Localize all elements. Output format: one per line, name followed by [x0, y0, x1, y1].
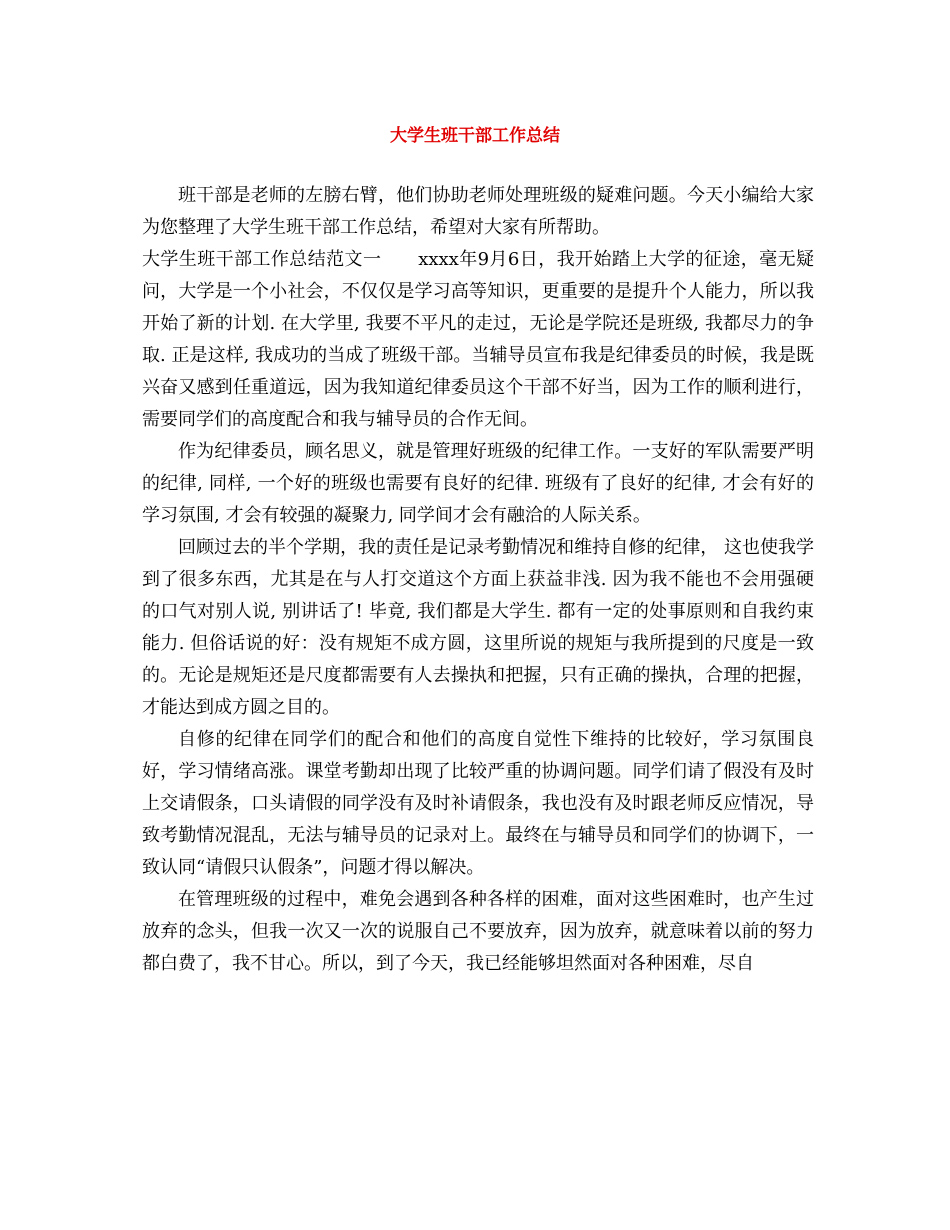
paragraph-attendance: 自修的纪律在同学们的配合和他们的高度自觉性下维持的比较好，学习氛围良好，学习情绪高涨。课堂考勤却出现了比较严重的协调问题。同学们请了假没有及时上交请假条，口头请假的同学没有及时补请假条，我也没有及时跟老师反应情况，导致考勤情况混乱，无法与辅导员的记录对上。最终在与辅导员和同学们的协调下，一致认同“请假只认假条”，问题才得以解决。: [142, 729, 814, 878]
paragraph-discipline-role: 作为纪律委员，顾名思义，就是管理好班级的纪律工作。一支好的军队需要严明的纪律, 同样, 一个好的班级也需要有良好的纪律. 班级有了良好的纪律, 才会有好的学习氛围, 才会有较强的凝聚力, 同学间才会有融洽的人际关系。: [142, 441, 814, 526]
document-title: 大学生班干部工作总结: [390, 126, 560, 146]
paragraph-sample-one: 大学生班干部工作总结范文一 xxxx年9月6日，我开始踏上大学的征途，毫无疑问，大学是一个小社会，不仅仅是学习高等知识，更重要的是提升个人能力，所以我开始了新的计划. 在大学里, 我要不平凡的走过，无论是学院还是班级, 我都尽力的争取. 正是这样, 我成功的当成了班级干部。当辅导员宣布我是纪律委员的时候，我是既兴奋又感到任重道远，因为我知道纪律委员这个干部不好当，因为工作的顺利进行，需要同学们的高度配合和我与辅导员的合作无间。: [142, 249, 814, 430]
paragraph-review: 回顾过去的半个学期，我的责任是记录考勤情况和维持自修的纪律， 这也使我学到了很多东西，尤其是在与人打交道这个方面上获益非浅. 因为我不能也不会用强硬的口气对别人说, 别讲话了! 毕竟, 我们都是大学生. 都有一定的处事原则和自我约束能力. 但俗话说的好：没有规矩不成方圆，这里所说的规矩与我所提到的尺度是一致的。无论是规矩还是尺度都需要有人去操执和把握，只有正确的操执，合理的把握，才能达到成方圆之目的。: [142, 537, 814, 718]
paragraph-difficulties: 在管理班级的过程中，难免会遇到各种各样的困难，面对这些困难时，也产生过放弃的念头，但我一次又一次的说服自己不要放弃，因为放弃，就意味着以前的努力都白费了，我不甘心。所以，到了今天，我已经能够坦然面对各种困难，尽自: [142, 889, 814, 974]
paragraph-intro: 班干部是老师的左膀右臂，他们协助老师处理班级的疑难问题。今天小编给大家为您整理了大学生班干部工作总结，希望对大家有所帮助。: [142, 185, 814, 238]
document-body: [142, 176, 814, 980]
